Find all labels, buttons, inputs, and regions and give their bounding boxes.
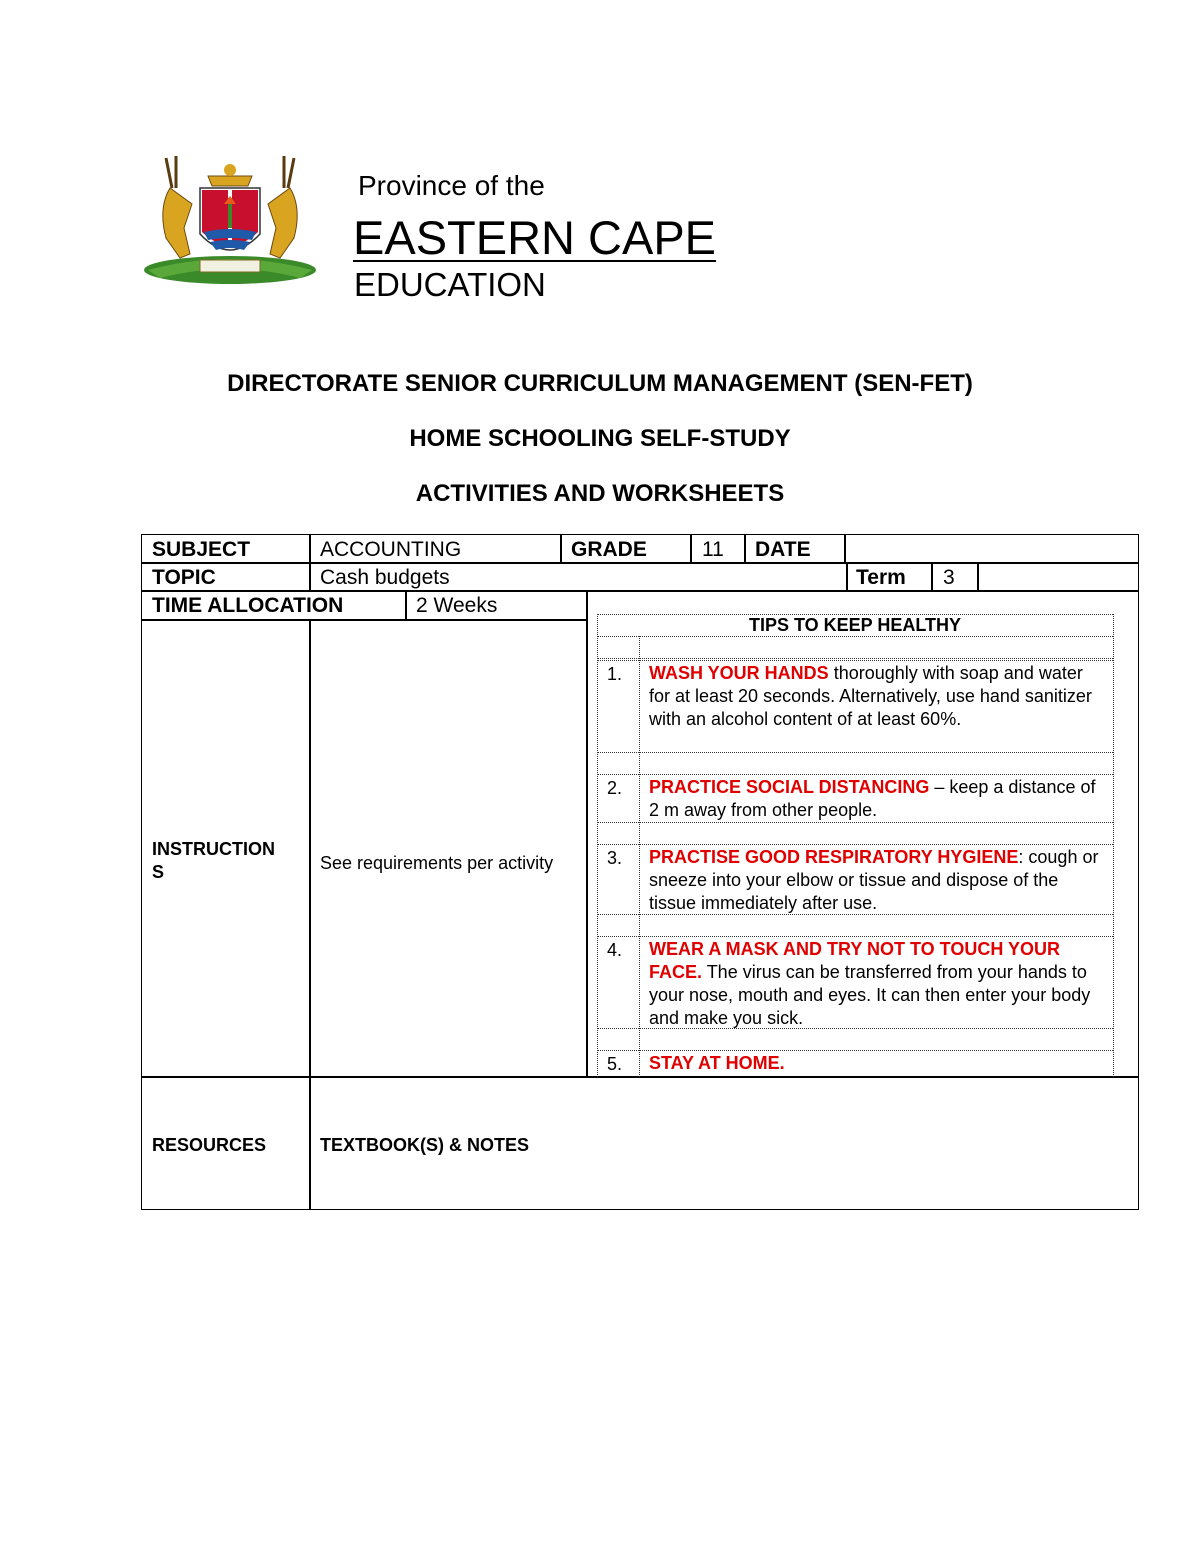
resources-value: TEXTBOOK(S) & NOTES (320, 1135, 530, 1155)
subject-label: SUBJECT (152, 538, 251, 561)
tip-number: 4. (607, 940, 623, 960)
tip-item-5: STAY AT HOME. (649, 1053, 785, 1073)
tip-item-2: PRACTICE SOCIAL DISTANCING – keep a distance of 2 m away from other people. (649, 777, 1096, 820)
tip-number: 3. (607, 848, 623, 868)
directorate-heading: DIRECTORATE SENIOR CURRICULUM MANAGEMENT (SEN-FET) (227, 370, 973, 397)
tip-item-4: WEAR A MASK AND TRY NOT TO TOUCH YOUR FACE. The virus can be transferred from your hands to your nose, mouth and eyes. It can then enter your body and make you sick. (649, 939, 1091, 1028)
grade-value: 11 (702, 538, 724, 561)
topic-label: TOPIC (152, 566, 216, 589)
tip-number: 1. (607, 664, 623, 684)
department-name: EDUCATION (354, 266, 546, 303)
tips-box (597, 612, 1113, 1077)
instructions-value: See requirements per activity (320, 853, 554, 873)
subject-value: ACCOUNTING (320, 538, 462, 561)
coat-of-arms-logo (140, 148, 320, 296)
province-line: Province of the (358, 170, 545, 201)
date-label: DATE (755, 538, 811, 561)
tip-item-3: PRACTISE GOOD RESPIRATORY HYGIENE: cough or sneeze into your elbow or tissue and dispose of the tissue immediately after use. (649, 847, 1099, 913)
grade-label: GRADE (571, 538, 647, 561)
time-allocation-label: TIME ALLOCATION (152, 594, 344, 617)
tips-title: TIPS TO KEEP HEALTHY (748, 615, 962, 635)
tip-number: 5. (607, 1054, 623, 1074)
tip-number: 2. (607, 778, 623, 798)
resources-label: RESOURCES (152, 1135, 267, 1155)
instructions-label: INSTRUCTION S (152, 839, 275, 882)
topic-value: Cash budgets (320, 566, 450, 589)
province-name: EASTERN CAPE (353, 211, 717, 264)
self-study-heading: HOME SCHOOLING SELF-STUDY (409, 425, 791, 452)
term-label: Term (856, 566, 906, 589)
time-allocation-value: 2 Weeks (416, 594, 498, 617)
tip-item-1: WASH YOUR HANDS thoroughly with soap and water for at least 20 seconds. Alternatively, use hand sanitizer with an alcohol content of at least 60%. (649, 663, 1092, 729)
term-value: 3 (943, 566, 955, 589)
worksheets-heading: ACTIVITIES AND WORKSHEETS (415, 480, 785, 507)
